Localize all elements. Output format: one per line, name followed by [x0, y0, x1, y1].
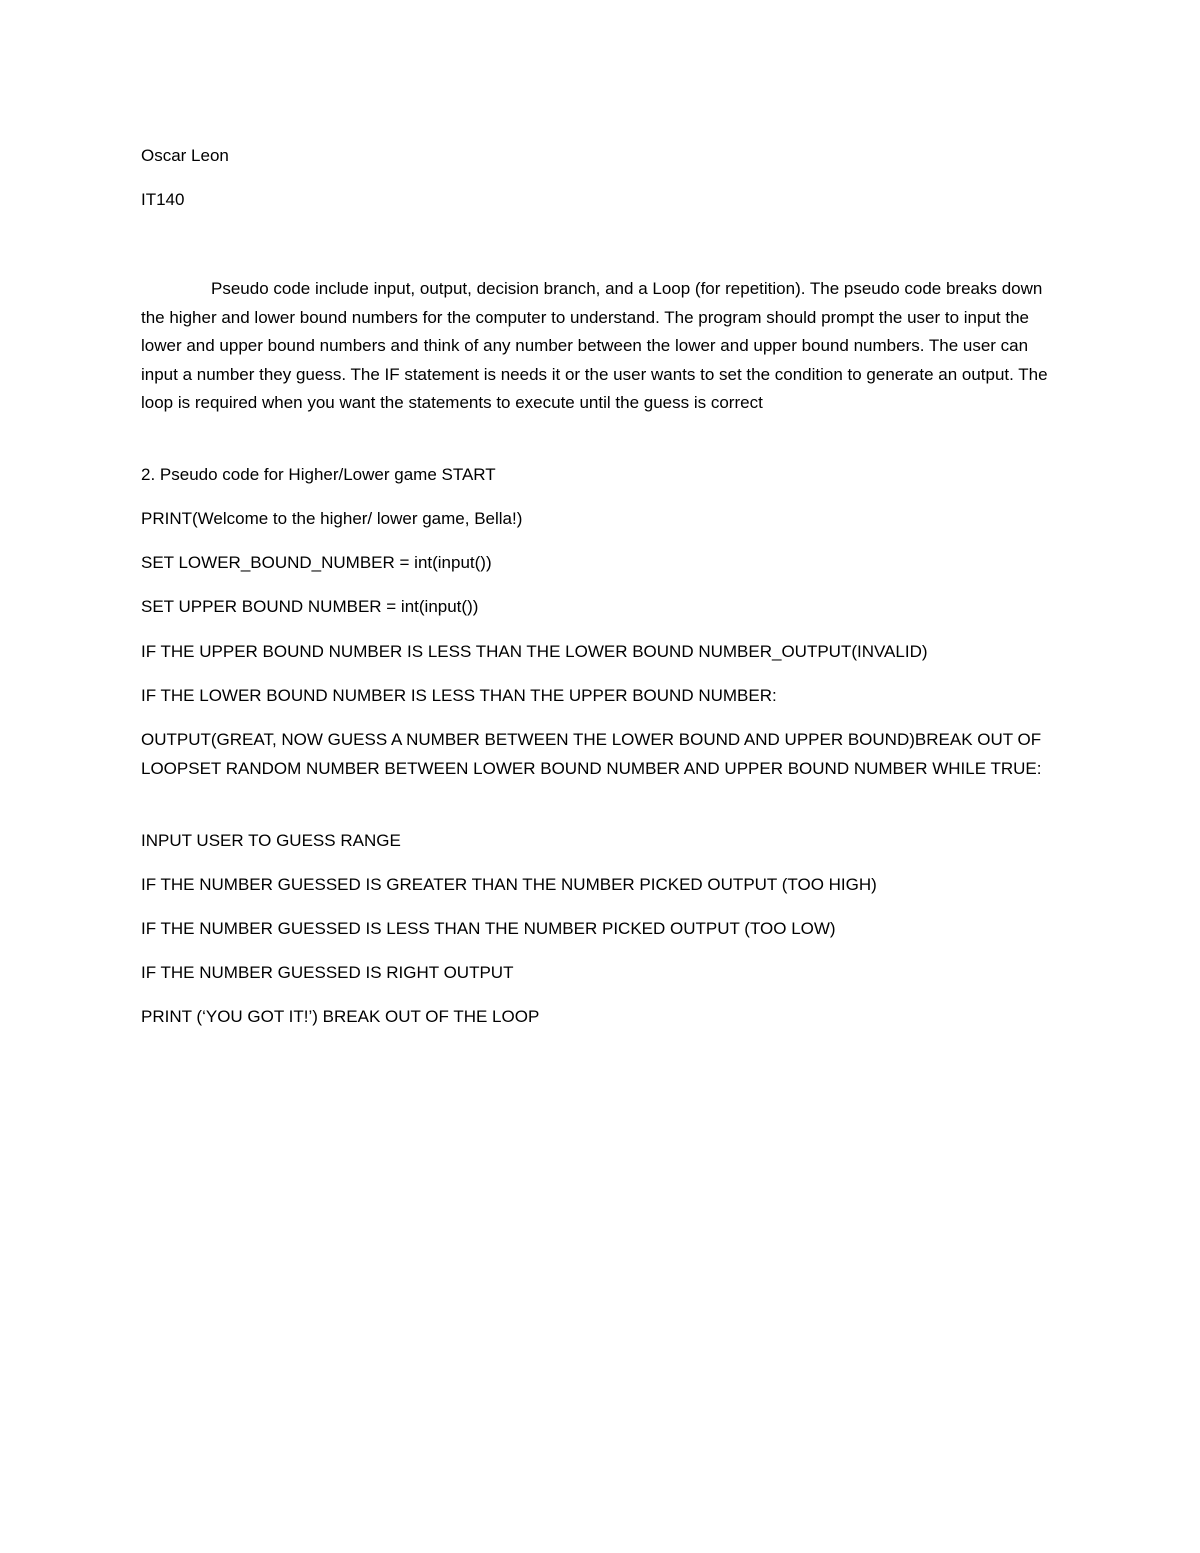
code-line-if-valid: IF THE LOWER BOUND NUMBER IS LESS THAN THE UPPER BOUND NUMBER:	[141, 686, 777, 705]
code-line-too-low: IF THE NUMBER GUESSED IS LESS THAN THE NUMBER PICKED OUTPUT (TOO LOW)	[141, 919, 836, 938]
code-line-you-got-it: PRINT (‘YOU GOT IT!’) BREAK OUT OF THE LOOP	[141, 1007, 540, 1026]
code-line-output-great: OUTPUT(GREAT, NOW GUESS A NUMBER BETWEEN THE LOWER BOUND AND UPPER BOUND)BREAK OUT OF LOOPSET RANDOM NUMBER BETWEEN LOWER BOUND NUMBER AND UPPER BOUND NUMBER WHILE TRUE:	[141, 730, 1042, 778]
code-line-right: IF THE NUMBER GUESSED IS RIGHT OUTPUT	[141, 963, 514, 982]
section-title: 2. Pseudo code for Higher/Lower game START	[141, 465, 496, 484]
intro-paragraph: Pseudo code include input, output, decision branch, and a Loop (for repetition). The pseudo code breaks down the higher and lower bound numbers for the computer to understand. The program should prompt the user to input the lower and upper bound numbers and think of any number between the lower and upper bound numbers. The user can input a number they guess. The IF statement is needs it or the user wants to set the condition to generate an output. The loop is required when you want the statements to execute until the guess is correct	[141, 279, 1048, 412]
course-code: IT140	[141, 190, 185, 209]
code-line-set-upper: SET UPPER BOUND NUMBER = int(input())	[141, 597, 479, 616]
code-line-if-invalid: IF THE UPPER BOUND NUMBER IS LESS THAN THE LOWER BOUND NUMBER_OUTPUT(INVALID)	[141, 642, 928, 661]
code-line-print-welcome: PRINT(Welcome to the higher/ lower game, Bella!)	[141, 509, 523, 528]
code-line-set-lower: SET LOWER_BOUND_NUMBER = int(input())	[141, 553, 492, 572]
code-line-input-guess: INPUT USER TO GUESS RANGE	[141, 831, 401, 850]
code-line-too-high: IF THE NUMBER GUESSED IS GREATER THAN THE NUMBER PICKED OUTPUT (TOO HIGH)	[141, 875, 877, 894]
author-name: Oscar Leon	[141, 146, 229, 165]
